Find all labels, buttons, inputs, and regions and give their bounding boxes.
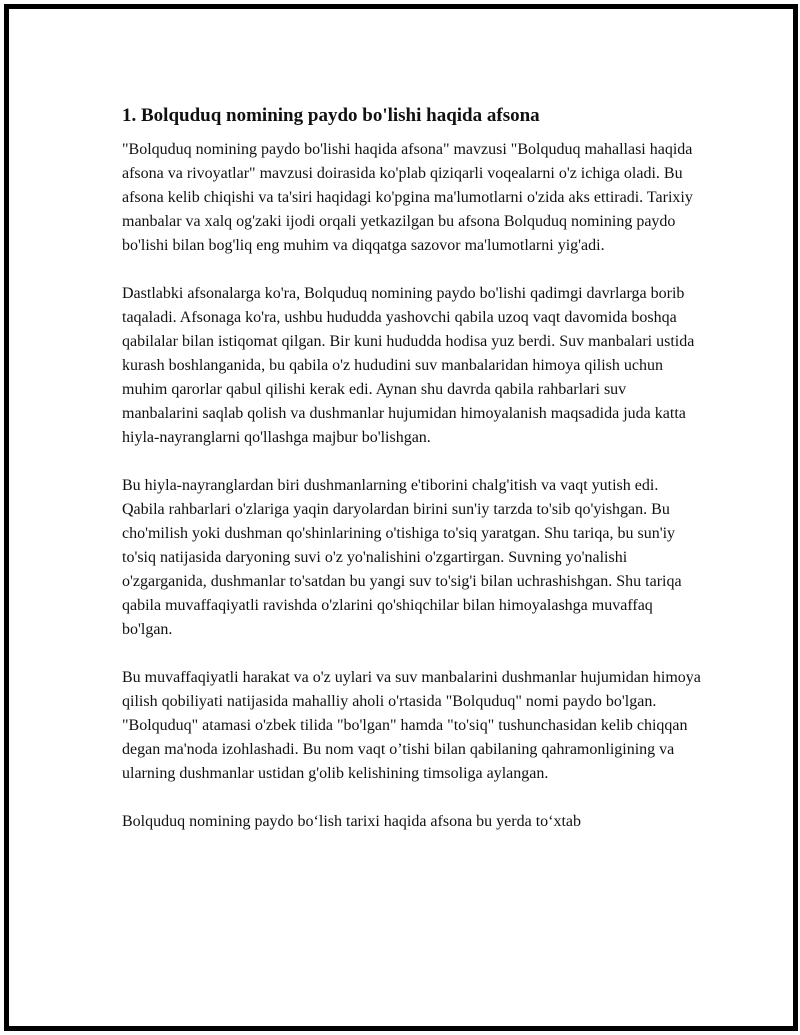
paragraph-4: Bu muvaffaqiyatli harakat va o'z uylari va suv manbalarini dushmanlar hujumidan himoya qilish qobiliyati natijasida mahalliy aholi o'rtasida "Bolquduq" nomi paydo bo'lgan. "Bolquduq" atamasi o'zbek tilida "bo'lgan" hamda "to'siq" tushunchasidan kelib chiqqan degan ma'noda izohlashadi. Bu nom vaqt o’tishi bilan qabilaning qahramonligining va ularning dushmanlar ustidan g'olib kelishining timsoliga aylangan.: [122, 669, 701, 782]
paragraph-3: Bu hiyla-nayranglardan biri dushmanlarning e'tiborini chalg'itish va vaqt yutish edi. Qabila rahbarlari o'zlariga yaqin daryolardan birini sun'iy tarzda to'sib qo'yishgan. Bu cho'milish yoki dushman qo'shinlarining o'tishiga to'siq yaratgan. Shu tariqa, bu sun'iy to'siq natijasida daryoning suvi o'z yo'nalishini o'zgartirgan. Suvning yo'nalishi o'zgarganida, dushmanlar to'satdan bu yangi suv to'sig'i bilan uchrashishgan. Shu tariqa qabila muvaffaqiyatli ravishda o'zlarini qo'shiqchilar bilan himoyalashga muvaffaq bo'lgan.: [122, 477, 682, 638]
paragraph-1: "Bolquduq nomining paydo bo'lishi haqida afsona" mavzusi "Bolquduq mahallasi haqida afsona va rivoyatlar" mavzusi doirasida ko'plab qiziqarli voqealarni o'z ichiga oladi. Bu afsona kelib chiqishi va ta'siri haqidagi ko'pgina ma'lumotlarni o'zida aks ettiradi. Tarixiy manbalar va xalq og'zaki ijodi orqali yetkazilgan bu afsona Bolquduq nomining paydo bo'lishi bilan bog'liq eng muhim va diqqatga sazovor ma'lumotlarni yig'adi.: [122, 141, 693, 254]
document-page: [4, 4, 798, 1031]
section-heading: 1. Bolquduq nomining paydo bo'lishi haqida afsona: [122, 105, 540, 126]
paragraph-2: Dastlabki afsonalarga ko'ra, Bolquduq nomining paydo bo'lishi qadimgi davrlarga borib taqaladi. Afsonaga ko'ra, ushbu hududda yashovchi qabila uzoq vaqt davomida boshqa qabilalar bilan istiqomat qilgan. Bir kuni hududda hodisa yuz berdi. Suv manbalari ustida kurash boshlanganida, bu qabila o'z hududini suv manbalaridan himoya qilish uchun muhim qarorlar qabul qilishi kerak edi. Aynan shu davrda qabila rahbarlari suv manbalarini saqlab qolish va dushmanlar hujumidan himoyalanish maqsadida juda katta hiyla-nayranglarni qo'llashga majbur bo'lishgan.: [122, 285, 695, 446]
document-body: [122, 103, 702, 858]
paragraph-5: Bolquduq nomining paydo bo‘lish tarixi haqida afsona bu yerda to‘xtab: [122, 813, 582, 830]
